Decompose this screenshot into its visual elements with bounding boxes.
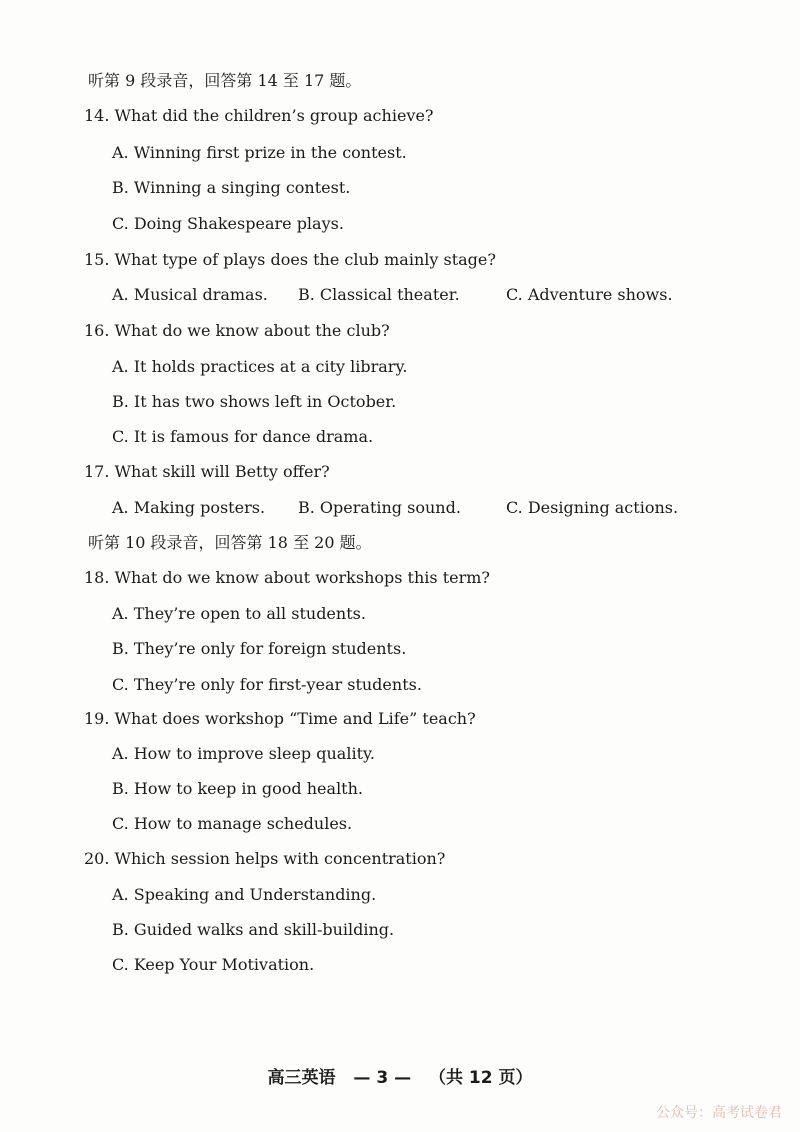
option-19b: B. How to keep in good health. [112, 779, 363, 798]
option-17a: A. Making posters. [112, 498, 266, 517]
option-15a: A. Musical dramas. [112, 285, 268, 304]
footer-page-number: — 3 — [353, 1068, 412, 1088]
option-18c: C. They’re only for first-year students. [112, 675, 422, 694]
question-20: 20. Which session helps with concentration? [84, 849, 446, 868]
option-17b: B. Operating sound. [298, 498, 461, 517]
question-16: 16. What do we know about the club? [84, 321, 390, 340]
option-15c: C. Adventure shows. [506, 285, 673, 304]
question-15: 15. What type of plays does the club mainly stage? [84, 250, 496, 269]
option-20a: A. Speaking and Understanding. [112, 885, 377, 904]
question-18: 18. What do we know about workshops this term? [84, 568, 490, 587]
options-15 [112, 285, 732, 305]
option-20c: C. Keep Your Motivation. [112, 955, 315, 974]
option-15b: B. Classical theater. [298, 285, 460, 304]
option-18b: B. They’re only for foreign students. [112, 639, 407, 658]
question-14: 14. What did the children’s group achieve? [84, 106, 434, 125]
option-14a: A. Winning first prize in the contest. [112, 143, 407, 162]
page-footer [0, 1067, 800, 1089]
option-14c: C. Doing Shakespeare plays. [112, 214, 344, 233]
option-16b: B. It has two shows left in October. [112, 392, 397, 411]
option-20b: B. Guided walks and skill-building. [112, 920, 395, 939]
option-19a: A. How to improve sleep quality. [112, 744, 375, 763]
question-17: 17. What skill will Betty offer? [84, 462, 330, 481]
question-19: 19. What does workshop “Time and Life” teach? [84, 709, 476, 728]
footer-total-pages: （共 12 页） [429, 1068, 533, 1088]
option-18a: A. They’re open to all students. [112, 604, 366, 623]
options-17 [112, 498, 732, 518]
option-17c: C. Designing actions. [506, 498, 679, 517]
option-14b: B. Winning a singing contest. [112, 178, 351, 197]
footer-subject: 高三英语 [267, 1068, 336, 1088]
section-heading-10: 听第 10 段录音，回答第 18 至 20 题。 [88, 533, 372, 552]
section-heading-9: 听第 9 段录音，回答第 14 至 17 题。 [88, 71, 362, 90]
watermark: 公众号：高考试卷君 [656, 1105, 782, 1121]
option-19c: C. How to manage schedules. [112, 814, 353, 833]
option-16c: C. It is famous for dance drama. [112, 427, 374, 446]
option-16a: A. It holds practices at a city library. [112, 357, 408, 376]
